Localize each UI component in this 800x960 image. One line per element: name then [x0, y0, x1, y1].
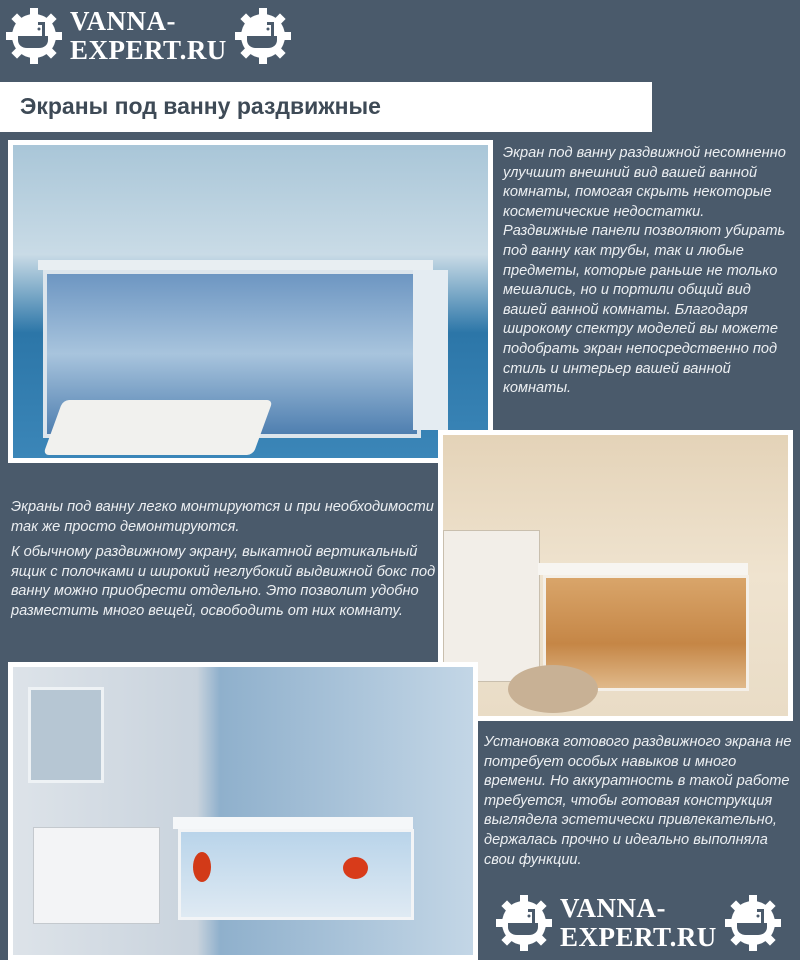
- gear-bathtub-icon: [233, 6, 293, 66]
- logo-bottom: [494, 893, 783, 953]
- page-title: Экраны под ванну раздвижные: [20, 93, 381, 119]
- intro-text-block: [503, 144, 793, 405]
- logo-line1: VANNA-: [70, 6, 177, 36]
- gear-bathtub-icon: [494, 893, 554, 953]
- logo-line1: VANNA-: [560, 893, 667, 923]
- title-bar: [0, 82, 652, 132]
- photo-goldfish-bath-screen: [8, 662, 478, 960]
- photo-dolphin-bath-screen: [8, 140, 493, 463]
- logo-line2: EXPERT.RU: [560, 922, 717, 952]
- installation-text: Установка готового раздвижного экрана не потребует особых навыков и много времени. Но аккуратность в такой работе требуется, чтобы готовая конструкция выглядела эстетически привлекательно, держалась прочно и идеально выполняла свои функции.: [484, 734, 792, 868]
- gear-bathtub-icon: [4, 6, 64, 66]
- intro-text: Экран под ванну раздвижной несомненно улучшит внешний вид вашей ванной комнаты, помогая скрыть некоторые косметические недостатки. Раздвижные панели позволяют убирать под ванну как трубы, так и любые предметы, которые раньше не только мешались, но и портили общий вид вашей ванной комнаты. Благодаря широкому спектру моделей вы можете подобрать экран непосредственно под стиль и интерьер вашей ванной комнаты.: [503, 145, 786, 397]
- installation-text-block: [484, 733, 796, 876]
- photo-seashell-bath-screen: [438, 430, 793, 721]
- accessories-text: К обычному раздвижному экрану, выкатной вертикальный ящик с полочками и широкий неглубокий выдвижной бокс под ванну можно приобрести отдельно. Это позволит удобно разместить много вещей, освободить от них комнату.: [11, 544, 436, 619]
- mounting-text-block: [11, 498, 441, 628]
- logo-line2: EXPERT.RU: [70, 35, 227, 65]
- gear-bathtub-icon: [723, 893, 783, 953]
- logo-top: [4, 6, 293, 66]
- mounting-text: Экраны под ванну легко монтируются и при необходимости так же просто демонтируются.: [11, 499, 434, 535]
